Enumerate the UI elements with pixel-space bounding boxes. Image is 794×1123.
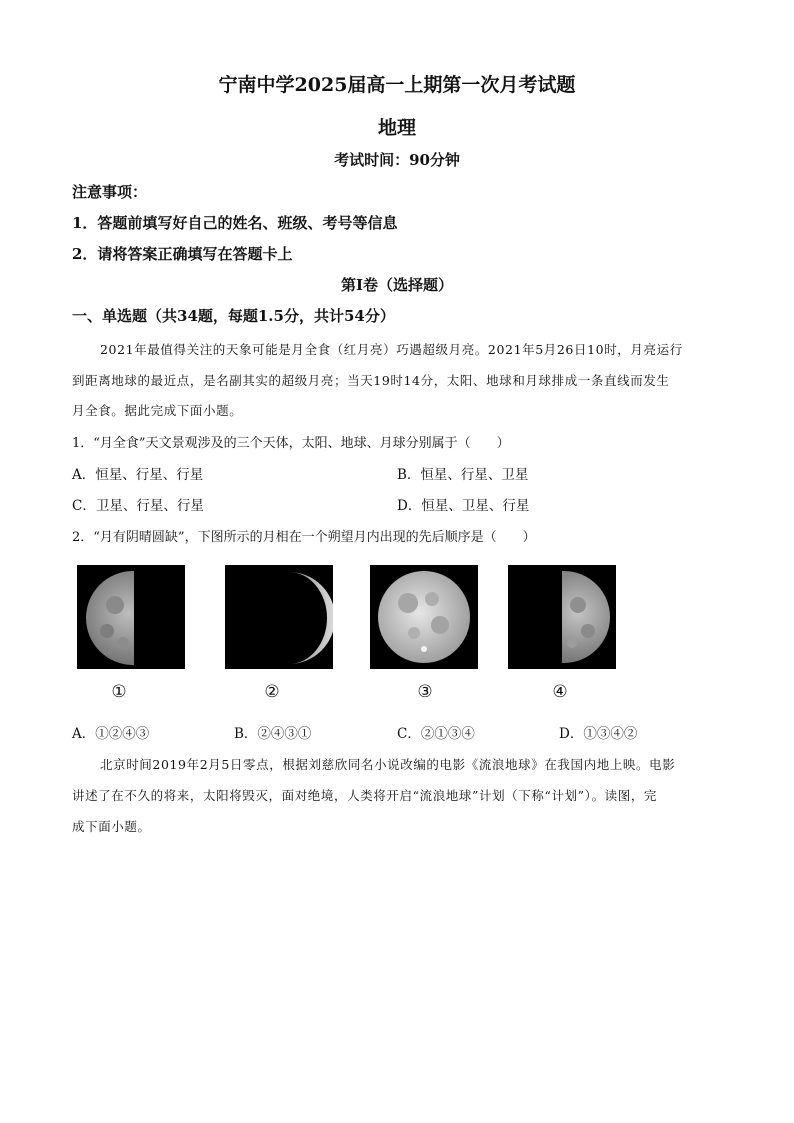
passage2-line: 成下面小题。 xyxy=(72,819,151,834)
volume-heading: 第I卷（选择题） xyxy=(340,276,454,294)
question-1-stem: 1．“月全食”天文景观涉及的三个天体，太阳、地球、月球分别属于（ ） xyxy=(72,436,510,451)
question-1-option-b: B．恒星、行星、卫星 xyxy=(397,467,529,483)
question-2-stem: 2．“月有阴晴圆缺”，下图所示的月相在一个朔望月内出现的先后顺序是（ ） xyxy=(72,530,536,545)
moon-phase-image-3 xyxy=(370,565,478,669)
notice-item: 1．答题前填写好自己的姓名、班级、考号等信息 xyxy=(72,214,398,232)
question-1-option-a: A．恒星、行星、行星 xyxy=(72,467,204,483)
passage1-line: 到距离地球的最近点，是名副其实的超级月亮；当天19时14分，太阳、地球和月球排成一条直线而发生 xyxy=(72,373,670,388)
moon-label-4: ④ xyxy=(552,682,568,702)
exam-title: 宁南中学2025届高一上期第一次月考试题 xyxy=(218,74,576,96)
notice-heading: 注意事项： xyxy=(72,183,148,201)
notice-item: 2．请将答案正确填写在答题卡上 xyxy=(72,245,293,263)
question-2-option-d: D．①③④② xyxy=(559,726,638,742)
section-heading: 一、单选题（共34题，每题1.5分，共计54分） xyxy=(72,307,395,325)
passage1-line: 月全食。据此完成下面小题。 xyxy=(72,403,243,418)
question-2-option-c: C．②①③④ xyxy=(397,726,475,742)
moon-label-2: ② xyxy=(264,682,280,702)
exam-time: 考试时间：90分钟 xyxy=(334,151,460,169)
passage2-line: 北京时间2019年2月5日零点，根据刘慈欣同名小说改编的电影《流浪地球》在我国内地上映。电影 xyxy=(100,757,676,772)
moon-label-3: ③ xyxy=(417,682,433,702)
question-2-option-b: B．②④③① xyxy=(234,726,312,742)
moon-phase-image-1 xyxy=(77,565,185,669)
question-1-option-c: C．卫星、行星、行星 xyxy=(72,498,204,514)
subject-title: 地理 xyxy=(377,117,416,139)
passage1-line: 2021年最值得关注的天象可能是月全食（红月亮）巧遇超级月亮。2021年5月26日10时，月亮运行 xyxy=(100,342,683,357)
moon-label-1: ① xyxy=(111,682,127,702)
question-1-option-d: D．恒星、卫星、行星 xyxy=(397,498,530,514)
moon-phase-image-4 xyxy=(508,565,616,669)
passage2-line: 讲述了在不久的将来，太阳将毁灭，面对绝境，人类将开启“流浪地球”计划（下称“计划”）。读图，完 xyxy=(72,788,658,803)
moon-phase-image-2 xyxy=(225,565,333,669)
question-2-option-a: A．①②④③ xyxy=(72,726,150,742)
